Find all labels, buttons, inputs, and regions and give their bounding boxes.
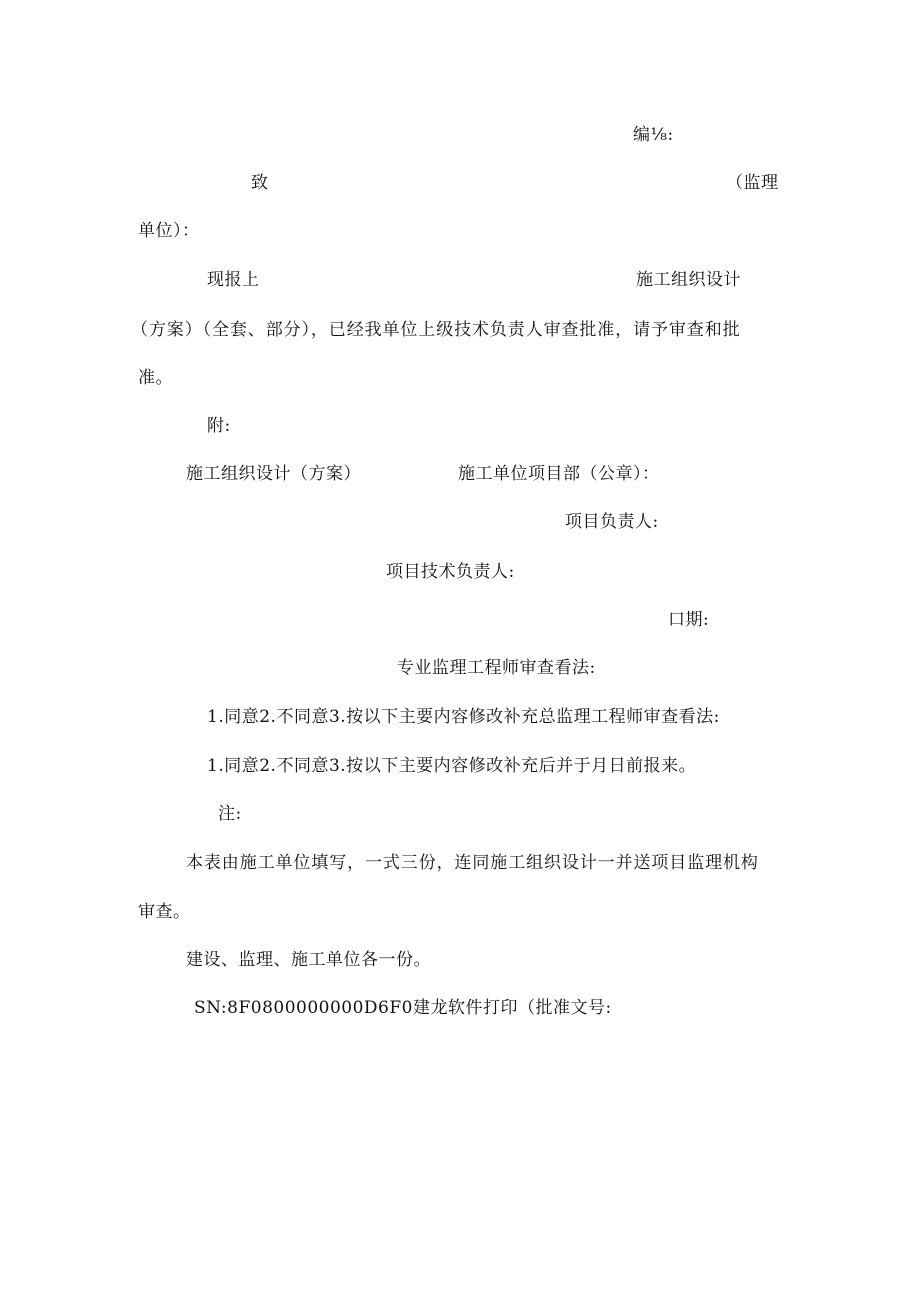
supervisor-unit-open: （监理 bbox=[726, 173, 779, 193]
report-body-line-1: （方案）（全套、部分），已经我单位上级技术负责人审查批准，请予审查和批 bbox=[131, 320, 741, 340]
attachment-label: 附: bbox=[207, 416, 231, 436]
report-lead: 现报上 bbox=[207, 270, 260, 290]
report-doc-name: 施工组织设计 bbox=[636, 270, 741, 290]
note-1-line-1: 本表由施工单位填写，一式三份，连同施工组织设计一并送项目监理机构 bbox=[186, 853, 759, 873]
note-1-line-2: 审查。 bbox=[138, 902, 191, 922]
engineer-opinion-label: 专业监理工程师审查看法: bbox=[397, 658, 596, 678]
department-seal-label: 施工单位项目部（公章）： bbox=[458, 464, 660, 484]
addressee-to-label: 致 bbox=[251, 173, 269, 193]
serial-number-label: 编⅛: bbox=[633, 125, 674, 145]
chief-options-line: 1.同意2.不同意3.按以下主要内容修改补充后并于月日前报来。 bbox=[207, 756, 697, 776]
software-footer: SN:8F0800000000D6F0建龙软件打印（批准文号: bbox=[194, 998, 612, 1018]
date-label: 口期: bbox=[668, 610, 710, 630]
attachment-item: 施工组织设计（方案） bbox=[186, 464, 361, 484]
supervisor-unit-close: 单位）： bbox=[138, 221, 200, 241]
note-2: 建设、监理、施工单位各一份。 bbox=[186, 950, 431, 970]
report-body-line-2: 准。 bbox=[138, 368, 173, 388]
notes-label: 注: bbox=[218, 804, 242, 824]
tech-manager-signature-label: 项目技术负责人: bbox=[386, 562, 515, 582]
project-manager-signature-label: 项目负责人: bbox=[565, 512, 659, 532]
engineer-options-line: 1.同意2.不同意3.按以下主要内容修改补充总监理工程师审查看法: bbox=[207, 707, 720, 727]
